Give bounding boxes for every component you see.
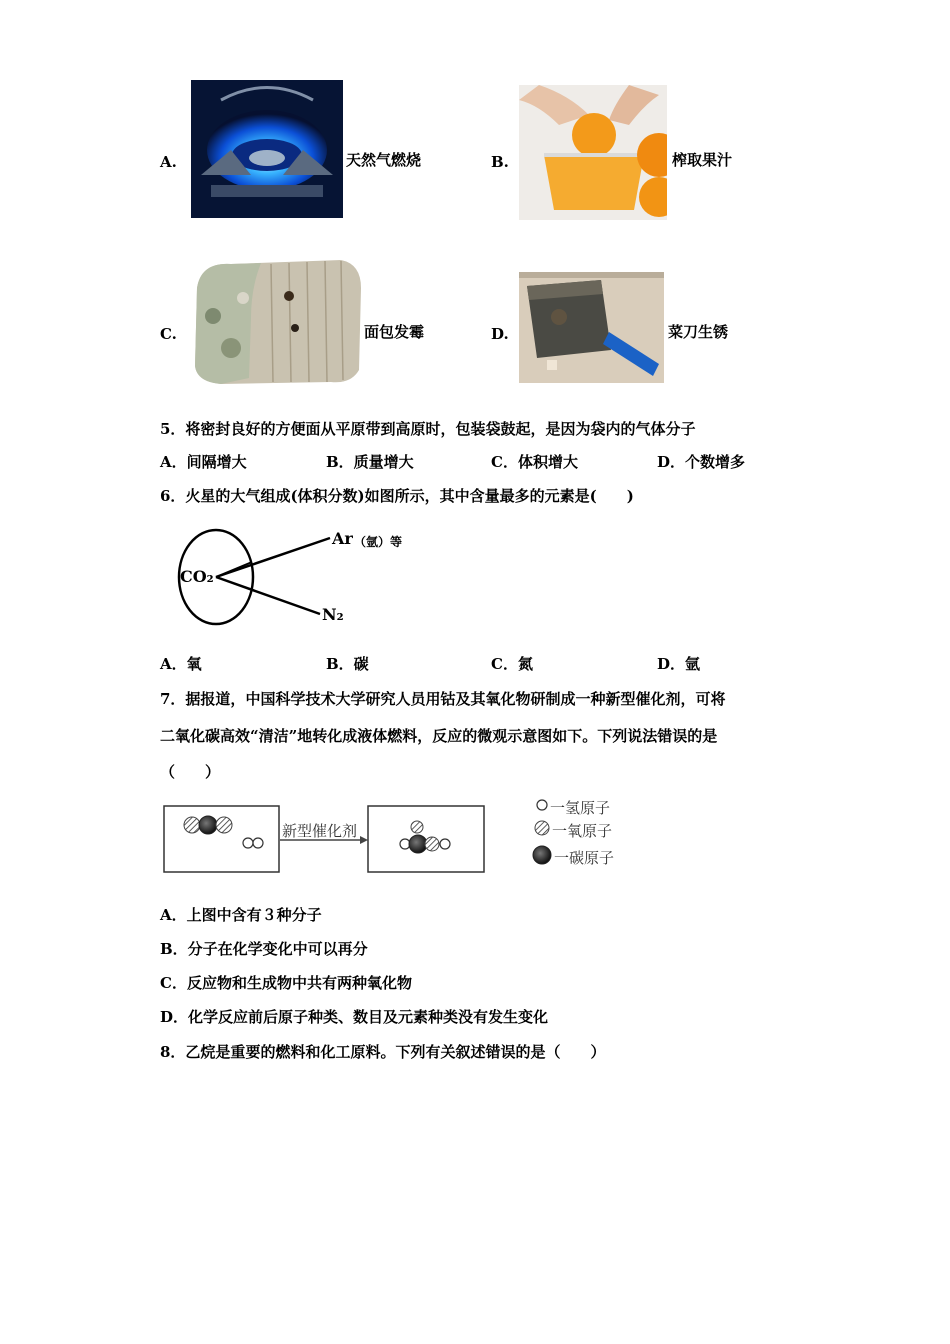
q6-option-b: B．碳 (326, 655, 369, 673)
diagram-bottom-label: N₂ (322, 605, 344, 624)
option-letter: C. (160, 325, 177, 343)
rusty-cleaver-icon (519, 272, 664, 383)
q7-stem-line1: 7．据报道，中国科学技术大学研究人员用钴及其氧化物研制成一种新型催化剂，可将 (160, 690, 726, 708)
option-letter: A. (160, 153, 177, 171)
option-label: 天然气燃烧 (346, 151, 422, 169)
diagram-top-label-cn: （氩）等 (354, 535, 403, 549)
reaction-diagram (162, 796, 642, 878)
option-label: 面包发霉 (364, 323, 425, 341)
orange-juice-icon (519, 85, 667, 220)
diagram-top-label: Ar (332, 529, 353, 548)
option-letter: B. (491, 153, 509, 171)
q7-stem-line2: 二氧化碳高效“清洁”地转化成液体燃料，反应的微观示意图如下。下列说法错误的是 (160, 727, 718, 745)
q6-option-d: D．氩 (657, 655, 701, 673)
diagram-line-bottom (216, 577, 320, 614)
legend-oxygen-symbol (535, 821, 549, 835)
diagram-center-label: CO₂ (180, 567, 214, 586)
mars-atmosphere-diagram (170, 522, 430, 632)
q5-option-d: D．个数增多 (657, 453, 746, 471)
option-letter: D. (491, 325, 509, 343)
q6-option-c: C．氮 (491, 655, 533, 673)
diagram-line-top (216, 538, 330, 577)
q8-stem: 8．乙烷是重要的燃料和化工原料。下列有关叙述错误的是（ ） (160, 1043, 606, 1061)
arrow-label: 新型催化剂 (282, 822, 358, 840)
q5-stem: 5．将密封良好的方便面从平原带到高原时，包装袋鼓起，是因为袋内的气体分子 (160, 420, 696, 438)
q7-option-d: D．化学反应前后原子种类、数目及元素种类没有发生变化 (160, 1008, 549, 1026)
moldy-bread-icon (191, 258, 363, 386)
q5-option-c: C．体积增大 (491, 453, 578, 471)
q5-option-b: B．质量增大 (326, 453, 414, 471)
q6-option-a: A．氧 (160, 655, 202, 673)
q7-stem-line3: （ ） (160, 763, 221, 781)
option-label: 菜刀生锈 (668, 323, 729, 341)
legend-hydrogen-symbol (537, 800, 547, 810)
gas-flame-icon (191, 80, 343, 218)
option-label: 榨取果汁 (672, 151, 733, 169)
q7-option-b: B．分子在化学变化中可以再分 (160, 940, 368, 958)
legend-carbon: 一碳原子 (554, 849, 615, 867)
q5-option-a: A．间隔增大 (160, 453, 247, 471)
q7-option-c: C．反应物和生成物中共有两种氧化物 (160, 974, 412, 992)
q7-option-a: A．上图中含有３种分子 (160, 906, 322, 924)
legend-carbon-symbol (533, 846, 551, 864)
legend-oxygen: 一氧原子 (552, 822, 613, 840)
q6-stem: 6．火星的大气组成(体积分数)如图所示，其中含量最多的元素是( ) (160, 487, 634, 505)
legend-hydrogen: 一氢原子 (550, 799, 611, 817)
